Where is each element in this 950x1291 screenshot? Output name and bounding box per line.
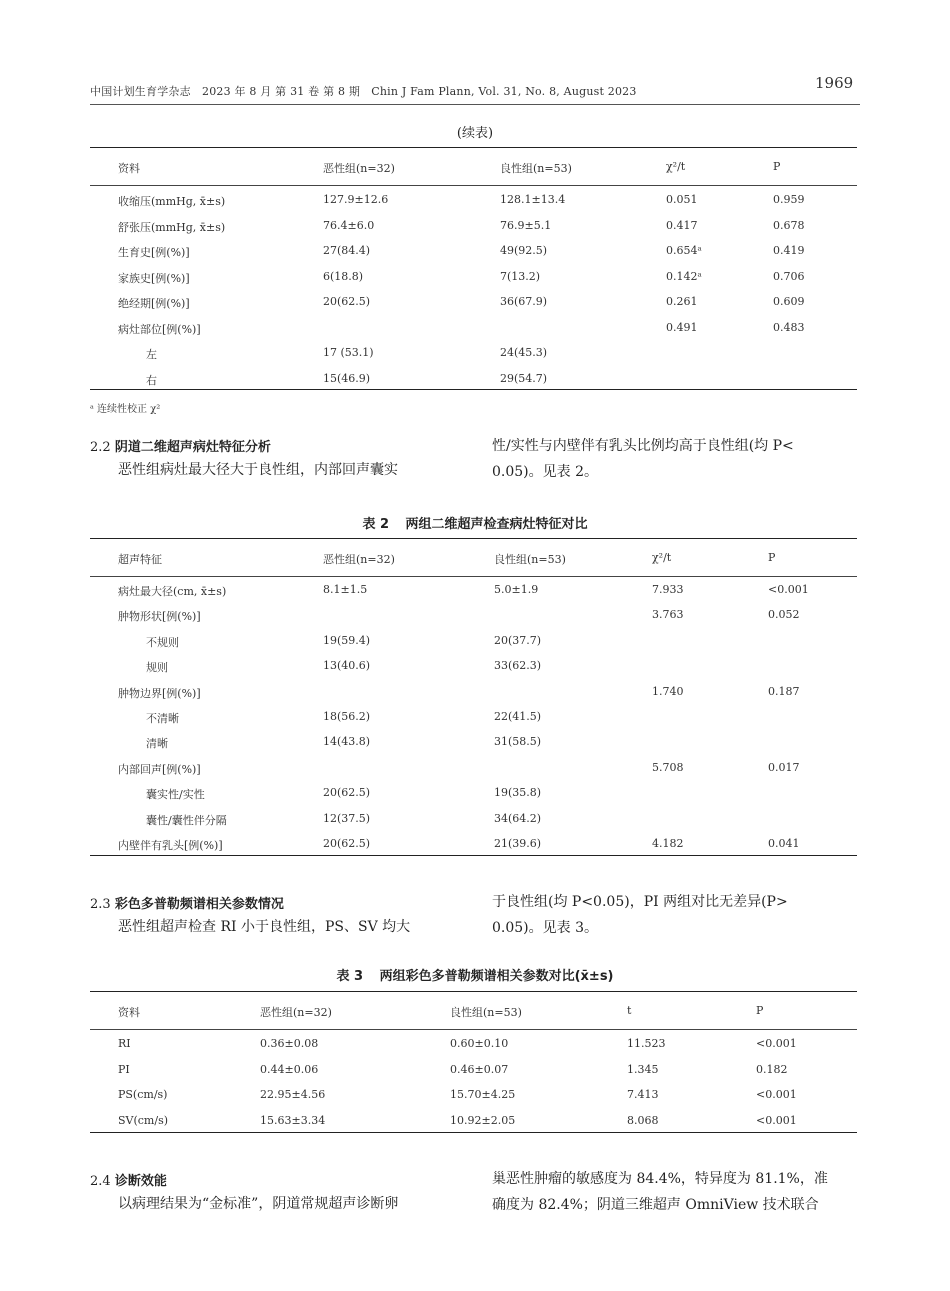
table2-bottom-rule [90, 855, 857, 856]
row-label: SV(cm/s) [118, 1113, 169, 1127]
column-header: χ²/t [666, 160, 686, 173]
row-label: 病灶部位[例(%)] [118, 322, 201, 336]
table-cell: 6(18.8) [323, 269, 364, 283]
table-cell: 0.654ᵃ [666, 244, 702, 257]
table-cell: <0.001 [756, 1113, 797, 1127]
table1-bottom-rule [90, 389, 857, 390]
table-cell: 0.36±0.08 [260, 1037, 319, 1050]
page-number: 1969 [815, 74, 854, 92]
row-label: 囊性/囊性伴分隔 [146, 813, 227, 827]
table-cell: 20(62.5) [323, 786, 371, 800]
section-title: 彩色多普勒频谱相关参数情况 [114, 897, 284, 912]
section-2-3-heading [90, 893, 284, 912]
column-header: P [768, 551, 776, 564]
section-2-2-heading [90, 436, 271, 455]
header-rule [90, 104, 860, 105]
table-cell: 20(62.5) [323, 295, 371, 308]
table-cell: 0.46±0.07 [450, 1062, 509, 1076]
table-cell: 19(35.8) [494, 786, 542, 800]
row-label: 病灶最大径(cm, x̄±s) [118, 585, 227, 598]
table3-caption [90, 965, 860, 984]
table-cell: 0.142ᵃ [666, 269, 702, 283]
running-header: 中国计划生育学杂志 2023 年 8 月 第 31 卷 第 8 期 Chin J Fam Plann, Vol. 31, No. 8, August 2023 [90, 85, 637, 98]
row-label: 收缩压(mmHg, x̄±s) [118, 195, 226, 208]
table-cell: 3.763 [652, 608, 684, 622]
table-cell: 17 (53.1) [323, 346, 374, 359]
section-2-2-right-text-1: 性/实性与内壁伴有乳头比例均高于良性组(均 P< [492, 438, 794, 454]
section-number: 2.4 [90, 1174, 111, 1189]
table1-header-rule [90, 185, 857, 186]
table-cell: 127.9±12.6 [323, 193, 389, 206]
table-cell: 0.706 [773, 269, 805, 283]
row-label: 规则 [146, 661, 168, 675]
row-label: 右 [146, 373, 157, 387]
column-header: 恶性组(n=32) [323, 553, 395, 566]
row-label: RI [118, 1037, 131, 1050]
table-cell: 22(41.5) [494, 710, 542, 723]
column-header: 良性组(n=53) [494, 553, 566, 566]
table-cell: 8.068 [627, 1113, 659, 1127]
table-cell: 128.1±13.4 [500, 193, 566, 206]
table-cell: 18(56.2) [323, 710, 371, 723]
column-header: 超声特征 [118, 553, 162, 566]
section-number: 2.2 [90, 440, 111, 455]
table2-top-rule [90, 538, 857, 539]
section-2-3-right-text-2: 0.05)。见表 3。 [492, 920, 598, 936]
section-title: 阴道二维超声病灶特征分析 [114, 440, 271, 455]
row-label: 肿物形状[例(%)] [118, 610, 201, 624]
row-label: 内壁伴有乳头[例(%)] [118, 839, 223, 852]
table2-caption [90, 513, 860, 532]
row-label: 清晰 [146, 737, 168, 751]
table-cell: 11.523 [627, 1037, 666, 1050]
row-label: PS(cm/s) [118, 1088, 168, 1101]
table-cell: 21(39.6) [494, 837, 542, 850]
table-cell: 15.63±3.34 [260, 1113, 326, 1127]
table1-caption: (续表) [456, 126, 494, 141]
table-cell: 15.70±4.25 [450, 1088, 516, 1101]
column-header: 恶性组(n=32) [260, 1006, 332, 1019]
column-header: P [773, 160, 781, 173]
table-cell: 0.182 [756, 1062, 788, 1076]
table-cell: 22.95±4.56 [260, 1088, 326, 1101]
section-2-2-right-text-2: 0.05)。见表 2。 [492, 464, 598, 480]
table-cell: 14(43.8) [323, 735, 371, 749]
table-cell: 0.052 [768, 608, 800, 622]
table-cell: 0.60±0.10 [450, 1037, 509, 1050]
row-label: 内部回声[例(%)] [118, 762, 201, 776]
table-cell: 0.491 [666, 320, 698, 334]
table2-title: 两组二维超声检查病灶特征对比 [405, 517, 588, 532]
table-cell: 7.933 [652, 583, 684, 596]
table1-top-rule [90, 147, 857, 148]
table-cell: 19(59.4) [323, 633, 371, 647]
table-cell: 0.017 [768, 760, 800, 774]
row-label: 生育史[例(%)] [118, 246, 190, 259]
column-header: χ²/t [652, 551, 672, 564]
table3-bottom-rule [90, 1132, 857, 1133]
row-label: 囊实性/实性 [146, 788, 205, 802]
column-header: t [627, 1004, 632, 1017]
row-label: 不清晰 [146, 712, 179, 725]
table-cell: 0.419 [773, 244, 805, 257]
row-label: 舒张压(mmHg, x̄±s) [118, 220, 226, 234]
column-header: P [756, 1004, 764, 1017]
table2-label: 表 2 [362, 517, 390, 532]
table-cell: <0.001 [756, 1037, 797, 1050]
section-2-4-right-text-2: 确度为 82.4%；阴道三维超声 OmniView 技术联合 [492, 1197, 819, 1213]
table-cell: 76.4±6.0 [323, 218, 375, 232]
table-cell: 27(84.4) [323, 244, 371, 257]
row-label: 左 [146, 348, 157, 361]
table-cell: 0.261 [666, 295, 698, 308]
table-cell: <0.001 [756, 1088, 797, 1101]
table-cell: 4.182 [652, 837, 684, 850]
table3-header-rule [90, 1029, 857, 1030]
column-header: 资料 [118, 1006, 140, 1019]
table3-label: 表 3 [336, 969, 364, 984]
table3-top-rule [90, 991, 857, 992]
table-cell: 0.483 [773, 320, 805, 334]
table-cell: 10.92±2.05 [450, 1113, 516, 1127]
table-cell: 76.9±5.1 [500, 218, 552, 232]
table-cell: <0.001 [768, 583, 809, 596]
row-label: 家族史[例(%)] [118, 271, 190, 285]
table-cell: 36(67.9) [500, 295, 548, 308]
table3-title: 两组彩色多普勒频谱相关参数对比(x̄±s) [379, 969, 614, 984]
row-label: 不规则 [146, 635, 179, 649]
column-header: 资料 [118, 162, 140, 175]
table-cell: 13(40.6) [323, 659, 371, 673]
table-cell: 0.609 [773, 295, 805, 308]
column-header: 恶性组(n=32) [323, 162, 395, 175]
section-2-2-left-text: 恶性组病灶最大径大于良性组，内部回声囊实 [118, 462, 398, 478]
section-2-4-left-text: 以病理结果为“金标准”，阴道常规超声诊断卵 [118, 1196, 399, 1212]
table-cell: 0.051 [666, 193, 698, 206]
table-cell: 1.740 [652, 684, 684, 698]
table-cell: 20(37.7) [494, 633, 542, 647]
table-cell: 0.959 [773, 193, 805, 206]
section-title: 诊断效能 [114, 1174, 167, 1189]
table-cell: 12(37.5) [323, 811, 371, 825]
table-cell: 1.345 [627, 1062, 659, 1076]
section-number: 2.3 [90, 897, 111, 912]
table2-header-rule [90, 576, 857, 577]
table-cell: 7(13.2) [500, 269, 541, 283]
table1-footnote: ᵃ 连续性校正 χ² [90, 404, 161, 415]
column-header: 良性组(n=53) [450, 1006, 522, 1019]
table-cell: 29(54.7) [500, 371, 548, 385]
table-cell: 5.0±1.9 [494, 583, 539, 596]
table-cell: 33(62.3) [494, 659, 542, 673]
table-cell: 5.708 [652, 760, 684, 774]
table-cell: 34(64.2) [494, 811, 542, 825]
table-cell: 31(58.5) [494, 735, 542, 749]
table-cell: 0.417 [666, 218, 698, 232]
row-label: 绝经期[例(%)] [118, 297, 190, 310]
section-2-4-heading [90, 1170, 167, 1189]
table-cell: 8.1±1.5 [323, 583, 368, 596]
table-cell: 49(92.5) [500, 244, 548, 257]
table-cell: 24(45.3) [500, 346, 548, 359]
table-cell: 0.44±0.06 [260, 1062, 319, 1076]
row-label: 肿物边界[例(%)] [118, 686, 201, 700]
table-cell: 7.413 [627, 1088, 659, 1101]
section-2-3-left-text: 恶性组超声检查 RI 小于良性组，PS、SV 均大 [118, 919, 411, 935]
row-label: PI [118, 1062, 130, 1076]
column-header: 良性组(n=53) [500, 162, 572, 175]
table-cell: 20(62.5) [323, 837, 371, 850]
table-cell: 0.678 [773, 218, 805, 232]
section-2-4-right-text-1: 巢恶性肿瘤的敏感度为 84.4%，特异度为 81.1%，准 [492, 1171, 828, 1187]
section-2-3-right-text-1: 于良性组(均 P<0.05)，PI 两组对比无差异(P> [492, 894, 788, 910]
table-cell: 0.187 [768, 684, 800, 698]
table-cell: 15(46.9) [323, 371, 371, 385]
table-cell: 0.041 [768, 837, 800, 850]
